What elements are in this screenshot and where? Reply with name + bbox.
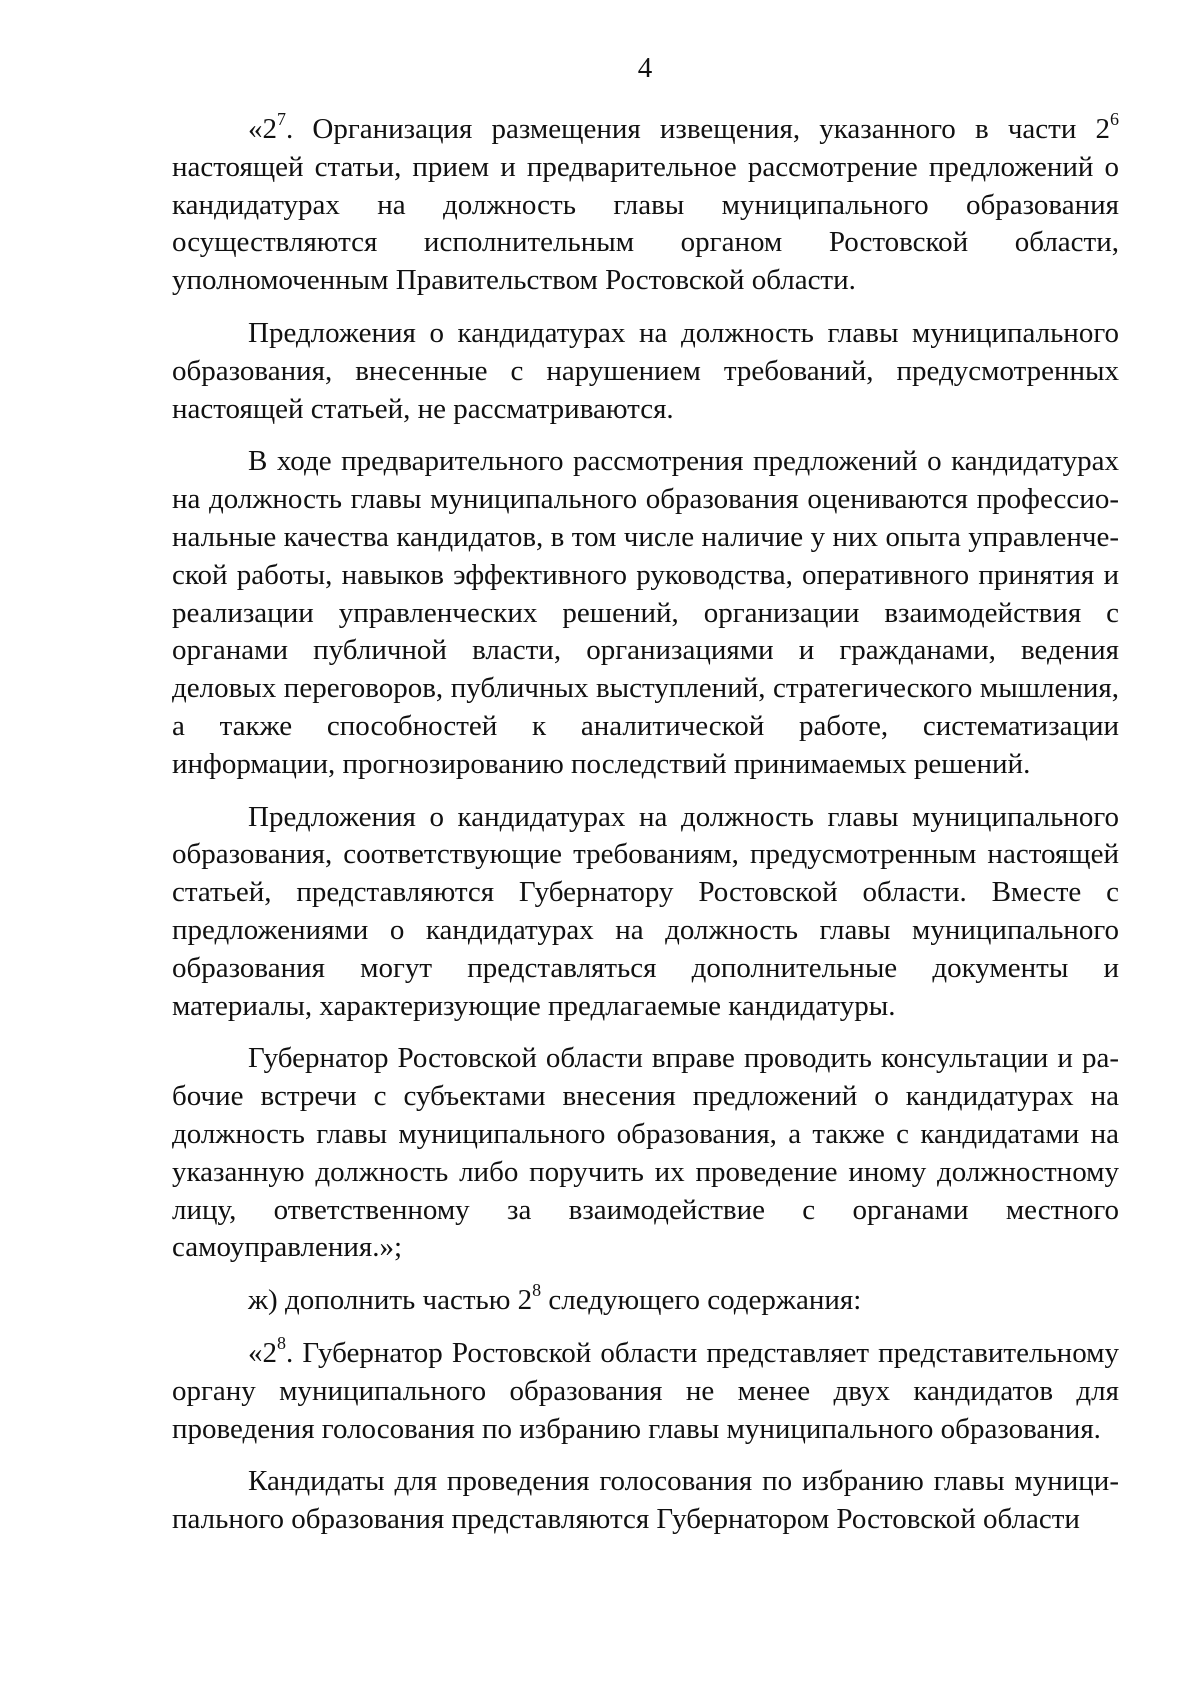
superscript: 8 xyxy=(277,1333,286,1354)
superscript: 7 xyxy=(277,109,286,130)
paragraph-text: ж) дополнить частью 2 xyxy=(248,1284,533,1317)
paragraph-text: . Организация размещения извещения, указанного в части 2 xyxy=(286,113,1110,145)
paragraph-proposals-submitted: Предложения о кандидатурах на должность главы муниципального образования, соответствующие требованиям, предусмотренным настоящей статьей, представляются Губернатору Ростовской области. Вместе с предложениями о кандидатурах на должность главы муниципального образования могут представляться дополнительные документы и материалы, характеризующие предлагаемые кандидатуры. xyxy=(172,800,1119,1022)
paragraph-preliminary-review: В ходе предварительного рассмотрения предложений о кандидатурах на должность главы муниципального образования оцениваются профессиональные качества кандидатов, в том числе наличие у них опыта управленческой работы, навыков эффективного руководства, оперативного принятия и реализации управленческих решений, организации взаимодействия с органами публичной власти, организациями и гражданами, ведения деловых переговоров, публичных выступлений, стратегического мышления, а также способностей к аналитической работе, систематизации информации, прогнозированию последствий принимаемых решений. xyxy=(172,445,1119,780)
paragraph-text: следующего содержания: xyxy=(541,1284,862,1317)
superscript: 8 xyxy=(532,1280,542,1301)
document-body xyxy=(172,111,1119,1539)
paragraph-amendment-zh xyxy=(172,1282,1119,1320)
superscript: 6 xyxy=(1110,109,1119,130)
paragraph-part-2-7 xyxy=(172,111,1119,300)
paragraph-text: «2 xyxy=(248,1336,277,1369)
paragraph-part-2-8 xyxy=(172,1335,1119,1448)
paragraph-candidates-presented: Кандидаты для проведения голосования по избранию главы муниципального образования представляются Губернатором Ростовской области xyxy=(172,1465,1119,1536)
paragraph-text: «2 xyxy=(248,113,277,145)
paragraph-proposals-rejected: Предложения о кандидатурах на должность главы муниципального образования, внесенные с нарушением требований, предусмотренных настоящей статьей, не рассматриваются. xyxy=(172,316,1119,425)
page-number: 4 xyxy=(637,52,653,84)
paragraph-text: настоящей статьи, прием и предварительное рассмотрение предложений о кандидатурах на должность главы муниципального образования осуществляются исполнительным органом Ростовской области, уполномоченным Правительством Ростовской области. xyxy=(172,150,1119,297)
paragraph-governor-consultations: Губернатор Ростовской области вправе проводить консультации и рабочие встречи с субъектами внесения предложений о кандидатурах на должность главы муниципального образования, а также с кандидатами на указанную должность либо поручить их проведение иному должностному лицу, ответственному за взаимодействие с органами местного самоуправления.»; xyxy=(172,1042,1119,1264)
paragraph-text: . Губернатор Ростовской области представляет представительному органу муниципального образования не менее двух кандидатов для проведения голосования по избранию главы муниципального образования. xyxy=(172,1336,1119,1445)
